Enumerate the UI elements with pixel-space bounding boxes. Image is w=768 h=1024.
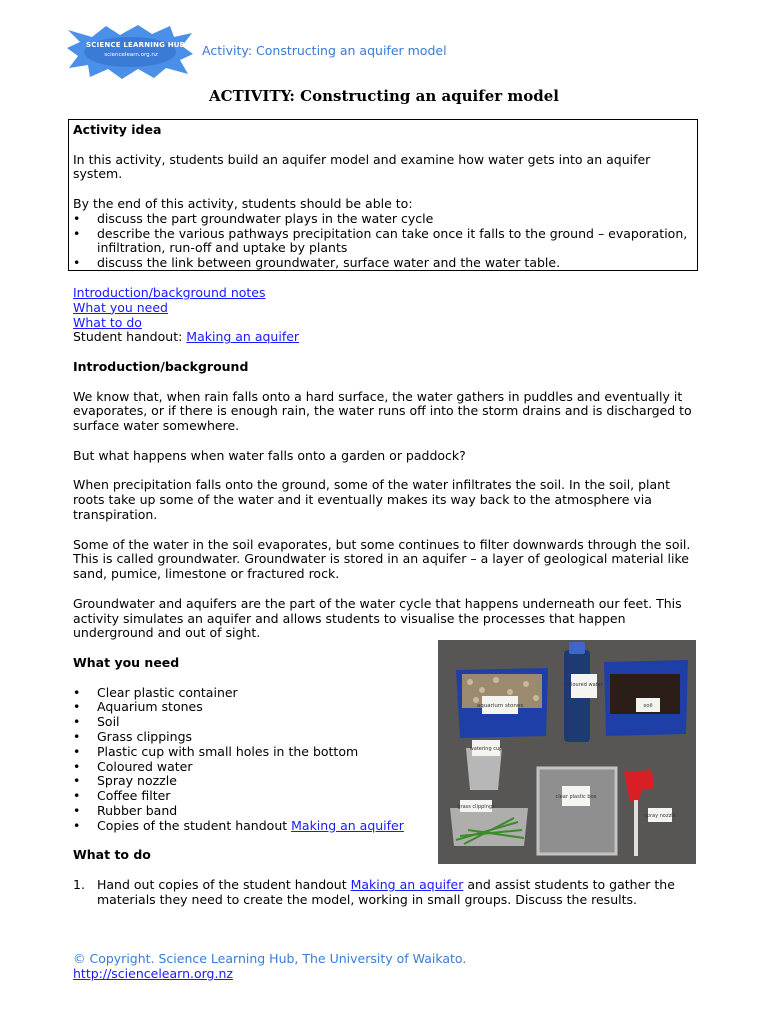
header-title: Activity: Constructing an aquifer model [202,43,447,58]
footer-url-link[interactable]: http://sciencelearn.org.nz [73,966,233,981]
link-handout-copies[interactable]: Making an aquifer [291,817,404,833]
intro-paragraph-3: When precipitation falls onto the ground, some of the water infiltrates the soil. In the soil, plant roots take up some of the water and it eventually makes its way back to the atmosphere via transpiration. [73,477,671,522]
label-coloured-water: coloured water [565,682,603,688]
list-item: • Coffee filter [73,789,698,804]
link-step-handout[interactable]: Making an aquifer [350,876,464,892]
science-learning-hub-logo[interactable] [66,24,194,80]
list-item: • Spray nozzle [73,774,698,789]
intro-paragraph-2: But what happens when water falls onto a garden or paddock? [73,447,466,463]
outcomes-lead: By the end of this activity, students should be able to: [73,195,413,211]
list-item: • Coloured water [73,760,698,775]
intro-paragraph-4: Some of the water in the soil evaporates, but some continues to filter downwards through the soil. This is called groundwater. Groundwater is stored in an aquifer – a layer of geological material like sand, pumice, limestone or fractured rock. [73,536,691,582]
list-item: • Soil [73,715,698,730]
what-you-need-heading: What you need [73,654,180,670]
list-item: • Grass clippings [73,730,698,745]
step-text-end: and assist students to gather the materials they need to create the model, working in small groups. Discuss the results. [97,876,675,907]
link-handout[interactable]: Making an aquifer [186,329,300,345]
step-text-start: Hand out copies of the student handout [97,876,351,892]
label-cup: watering cup [469,746,503,752]
steps-list [73,878,698,908]
intro-paragraph-5: Groundwater and aquifers are the part of the water cycle that happens underneath our feet. This activity simulates an aquifer and allows students to visualise the processes that happen underground and out of sight. [73,595,682,641]
page-title: ACTIVITY: Constructing an aquifer model [209,87,559,105]
list-item: • Plastic cup with small holes in the bottom [73,745,698,760]
activity-idea-box [68,119,698,271]
list-item: • Aquarium stones [73,700,698,715]
outcomes-list [73,212,693,271]
list-item: • describe the various pathways precipitation can take once it falls to the ground – evaporation, infiltration, run-off and uptake by plants [73,227,693,257]
label-stones: aquarium stones [476,703,524,709]
label-container: clear plastic box [555,794,597,800]
logo-subtitle: sciencelearn.org.nz [104,52,158,58]
label-grass: grass clippings [457,804,495,810]
intro-paragraph-1: We know that, when rain falls onto a hard surface, the water gathers in puddles and eventually it evaporates, or if there is enough rain, the water runs off into the storm drains and is discharged to surface water somewhere. [73,388,692,434]
list-item: • Clear plastic container [73,686,698,701]
materials-illustration [438,640,696,864]
page-footer [73,951,466,981]
logo-title: SCIENCE LEARNING HUB [86,41,186,49]
activity-idea-heading: Activity idea [73,122,162,137]
intro-heading: Introduction/background [73,358,249,374]
link-what-to-do[interactable]: What to do [73,314,142,330]
step-number: 1. [73,876,85,892]
handout-label: Student handout: [73,329,187,345]
handout-copies-label: Copies of the student handout [97,817,292,833]
list-item [73,878,698,908]
copyright-text: © Copyright. Science Learning Hub, The University of Waikato. [73,951,467,966]
list-item: • discuss the link between groundwater, surface water and the water table. [73,256,693,271]
activity-intro: In this activity, students build an aquifer model and examine how water gets into an aquifer system. [73,151,651,182]
link-intro-notes[interactable]: Introduction/background notes [73,285,266,300]
label-spray: spray nozzle [644,813,676,819]
label-soil: soil [643,703,653,709]
page-header [66,24,706,80]
what-to-do-heading: What to do [73,847,151,863]
list-item: • discuss the part groundwater plays in the water cycle [73,212,693,227]
aquifer-materials-photo [438,640,696,864]
list-item: • Rubber band [73,804,698,819]
link-what-you-need[interactable]: What you need [73,299,168,315]
